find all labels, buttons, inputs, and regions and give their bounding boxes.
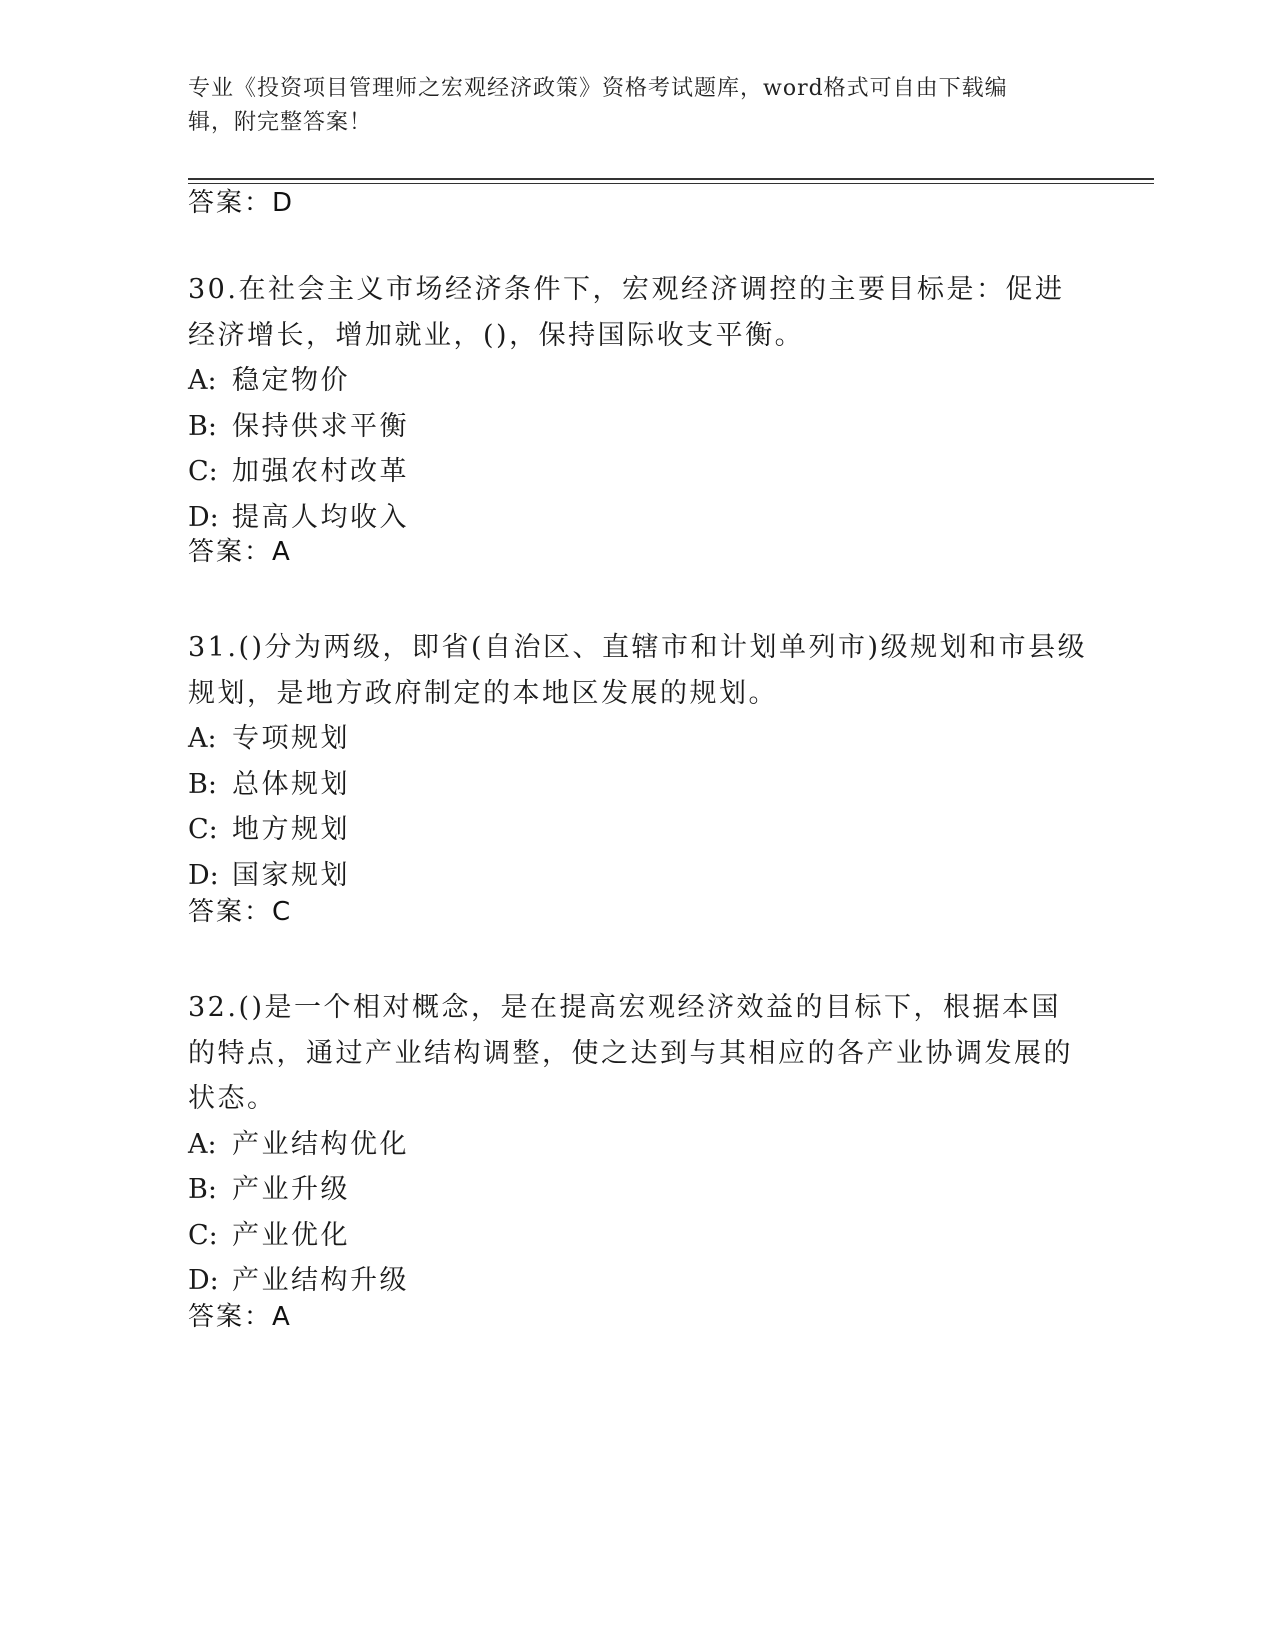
answer-value: A <box>272 537 290 567</box>
option-text: 国家规划 <box>232 859 350 891</box>
answer-label: 答案： <box>188 537 273 567</box>
document-header <box>188 72 1068 140</box>
option-a <box>188 716 1088 762</box>
option-key: A: <box>188 723 217 754</box>
option-text: 稳定物价 <box>232 365 350 396</box>
option-text: 总体规划 <box>232 768 350 800</box>
option-text: 产业结构优化 <box>232 1128 409 1160</box>
answer-label: 答案： <box>188 897 273 927</box>
answer-line <box>188 535 290 569</box>
question-stem: 31.()分为两级，即省(自治区、直辖市和计划单列市)级规划和市县级规划，是地方政府制定的本地区发展的规划。 <box>188 632 1088 709</box>
option-a <box>188 358 1088 404</box>
question-stem: 30.在社会主义市场经济条件下，宏观经济调控的主要目标是：促进经济增长，增加就业，()，保持国际收支平衡。 <box>188 274 1065 351</box>
question-stem: 32.()是一个相对概念，是在提高宏观经济效益的目标下，根据本国的特点，通过产业结构调整，使之达到与其相应的各产业协调发展的状态。 <box>188 992 1073 1114</box>
option-key: A: <box>188 365 217 396</box>
answer-line <box>188 895 290 929</box>
option-key: C: <box>188 814 218 845</box>
option-key: B: <box>188 1174 217 1205</box>
option-d <box>188 1258 1088 1304</box>
option-key: D: <box>188 501 219 533</box>
option-key: A: <box>188 1128 217 1160</box>
option-b <box>188 762 1088 808</box>
option-text: 提高人均收入 <box>232 501 409 533</box>
option-c <box>188 807 1088 853</box>
option-text: 保持供求平衡 <box>232 410 409 442</box>
option-b <box>188 404 1088 450</box>
option-b <box>188 1167 1088 1213</box>
question-32 <box>188 985 1088 1304</box>
header-line-2: 辑，附完整答案！ <box>188 110 373 135</box>
answer-value: D <box>272 188 293 218</box>
option-text: 产业优化 <box>232 1219 350 1251</box>
answer-value: A <box>272 1302 290 1332</box>
option-c <box>188 1213 1088 1259</box>
answer-value: C <box>272 897 291 927</box>
option-key: C: <box>188 1219 218 1251</box>
question-31 <box>188 625 1088 898</box>
option-key: B: <box>188 768 217 800</box>
option-key: B: <box>188 410 217 442</box>
header-divider-thin <box>188 183 1154 184</box>
option-key: D: <box>188 859 219 891</box>
option-c <box>188 449 1088 495</box>
question-30 <box>188 267 1088 540</box>
option-key: D: <box>188 1265 219 1296</box>
option-a <box>188 1122 1088 1168</box>
header-divider-thick <box>188 178 1154 180</box>
option-d <box>188 853 1088 899</box>
option-text: 加强农村改革 <box>232 456 409 487</box>
answer-label: 答案： <box>188 1302 273 1332</box>
option-key: C: <box>188 456 218 487</box>
answer-label: 答案： <box>188 188 273 218</box>
option-text: 产业升级 <box>232 1174 350 1205</box>
answer-line <box>188 186 292 220</box>
option-text: 专项规划 <box>232 723 350 754</box>
option-text: 地方规划 <box>232 814 350 845</box>
answer-line <box>188 1300 290 1334</box>
option-text: 产业结构升级 <box>232 1265 409 1296</box>
option-d <box>188 495 1088 541</box>
header-line-1: 专业《投资项目管理师之宏观经济政策》资格考试题库，word格式可自由下载编 <box>188 76 1008 101</box>
